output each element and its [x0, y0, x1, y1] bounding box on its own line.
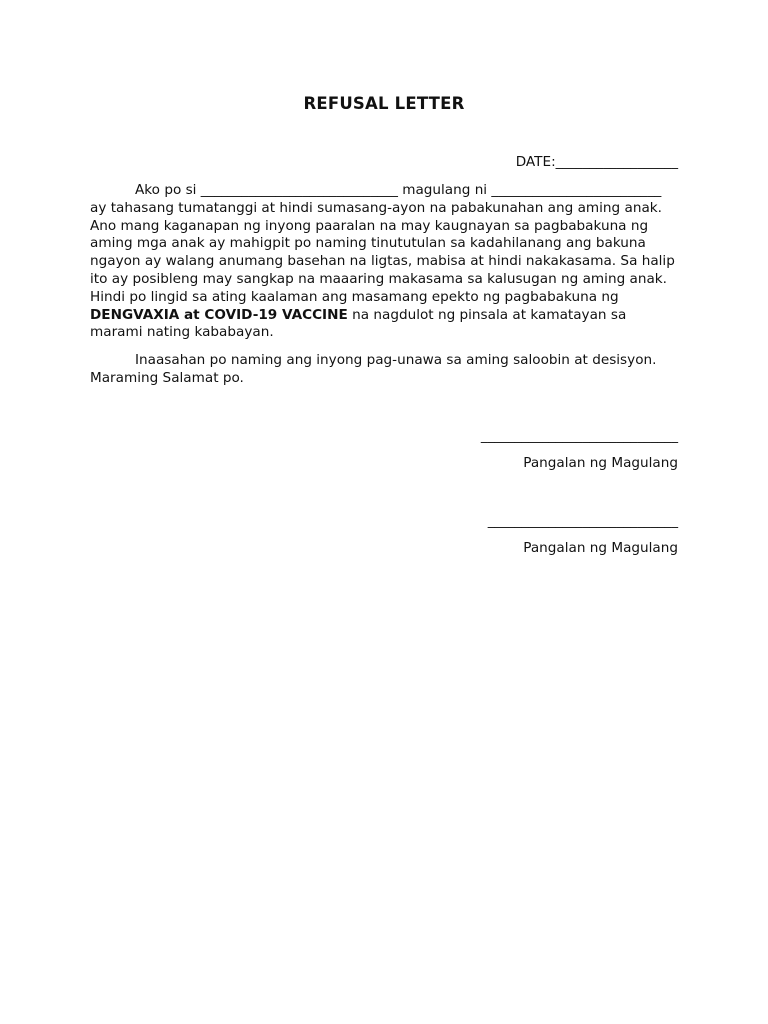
paragraph-refusal-text: Ako po si _____________________________ magulang ni _________________________ ay tahasang tumatanggi at hindi sumasang-ayon na pabakunahan ang aming anak. Ano mang kaganapan ng inyong paaralan na may kaugnayan sa pagbabakuna ng aming mga anak ay mahigpit po naming tinututulan sa kadahilanang ang bakuna ngayon ay walang anumang basehan na ligtas, mabisa at hindi nakakasama. Sa halip ito ay posibleng may sangkap na maaaring makasama sa kalusugan ng aming anak. Hindi po lingid sa ating kaalaman ang masamang epekto ng pagbabakuna ng: [90, 182, 675, 305]
date-field: DATE:__________________: [515, 154, 678, 170]
vaccine-emphasis: DENGVAXIA at COVID-19 VACCINE: [90, 306, 348, 323]
letter-body: [90, 182, 678, 388]
paragraph-refusal-text-end: na nagdulot ng pinsala at kamatayan sa marami nating kababayan.: [90, 306, 627, 341]
signature-line-2: ____________________________: [487, 513, 678, 529]
document-title: REFUSAL LETTER: [303, 94, 465, 113]
paragraph-refusal: [90, 182, 678, 342]
signature-label-2: Pangalan ng Magulang: [523, 540, 678, 556]
paragraph-closing: Inaasahan po naming ang inyong pag-unawa sa aming saloobin at desisyon. Maraming Salamat po.: [90, 352, 657, 386]
signature-line-1: _____________________________: [480, 428, 678, 444]
signature-label-1: Pangalan ng Magulang: [523, 455, 678, 471]
